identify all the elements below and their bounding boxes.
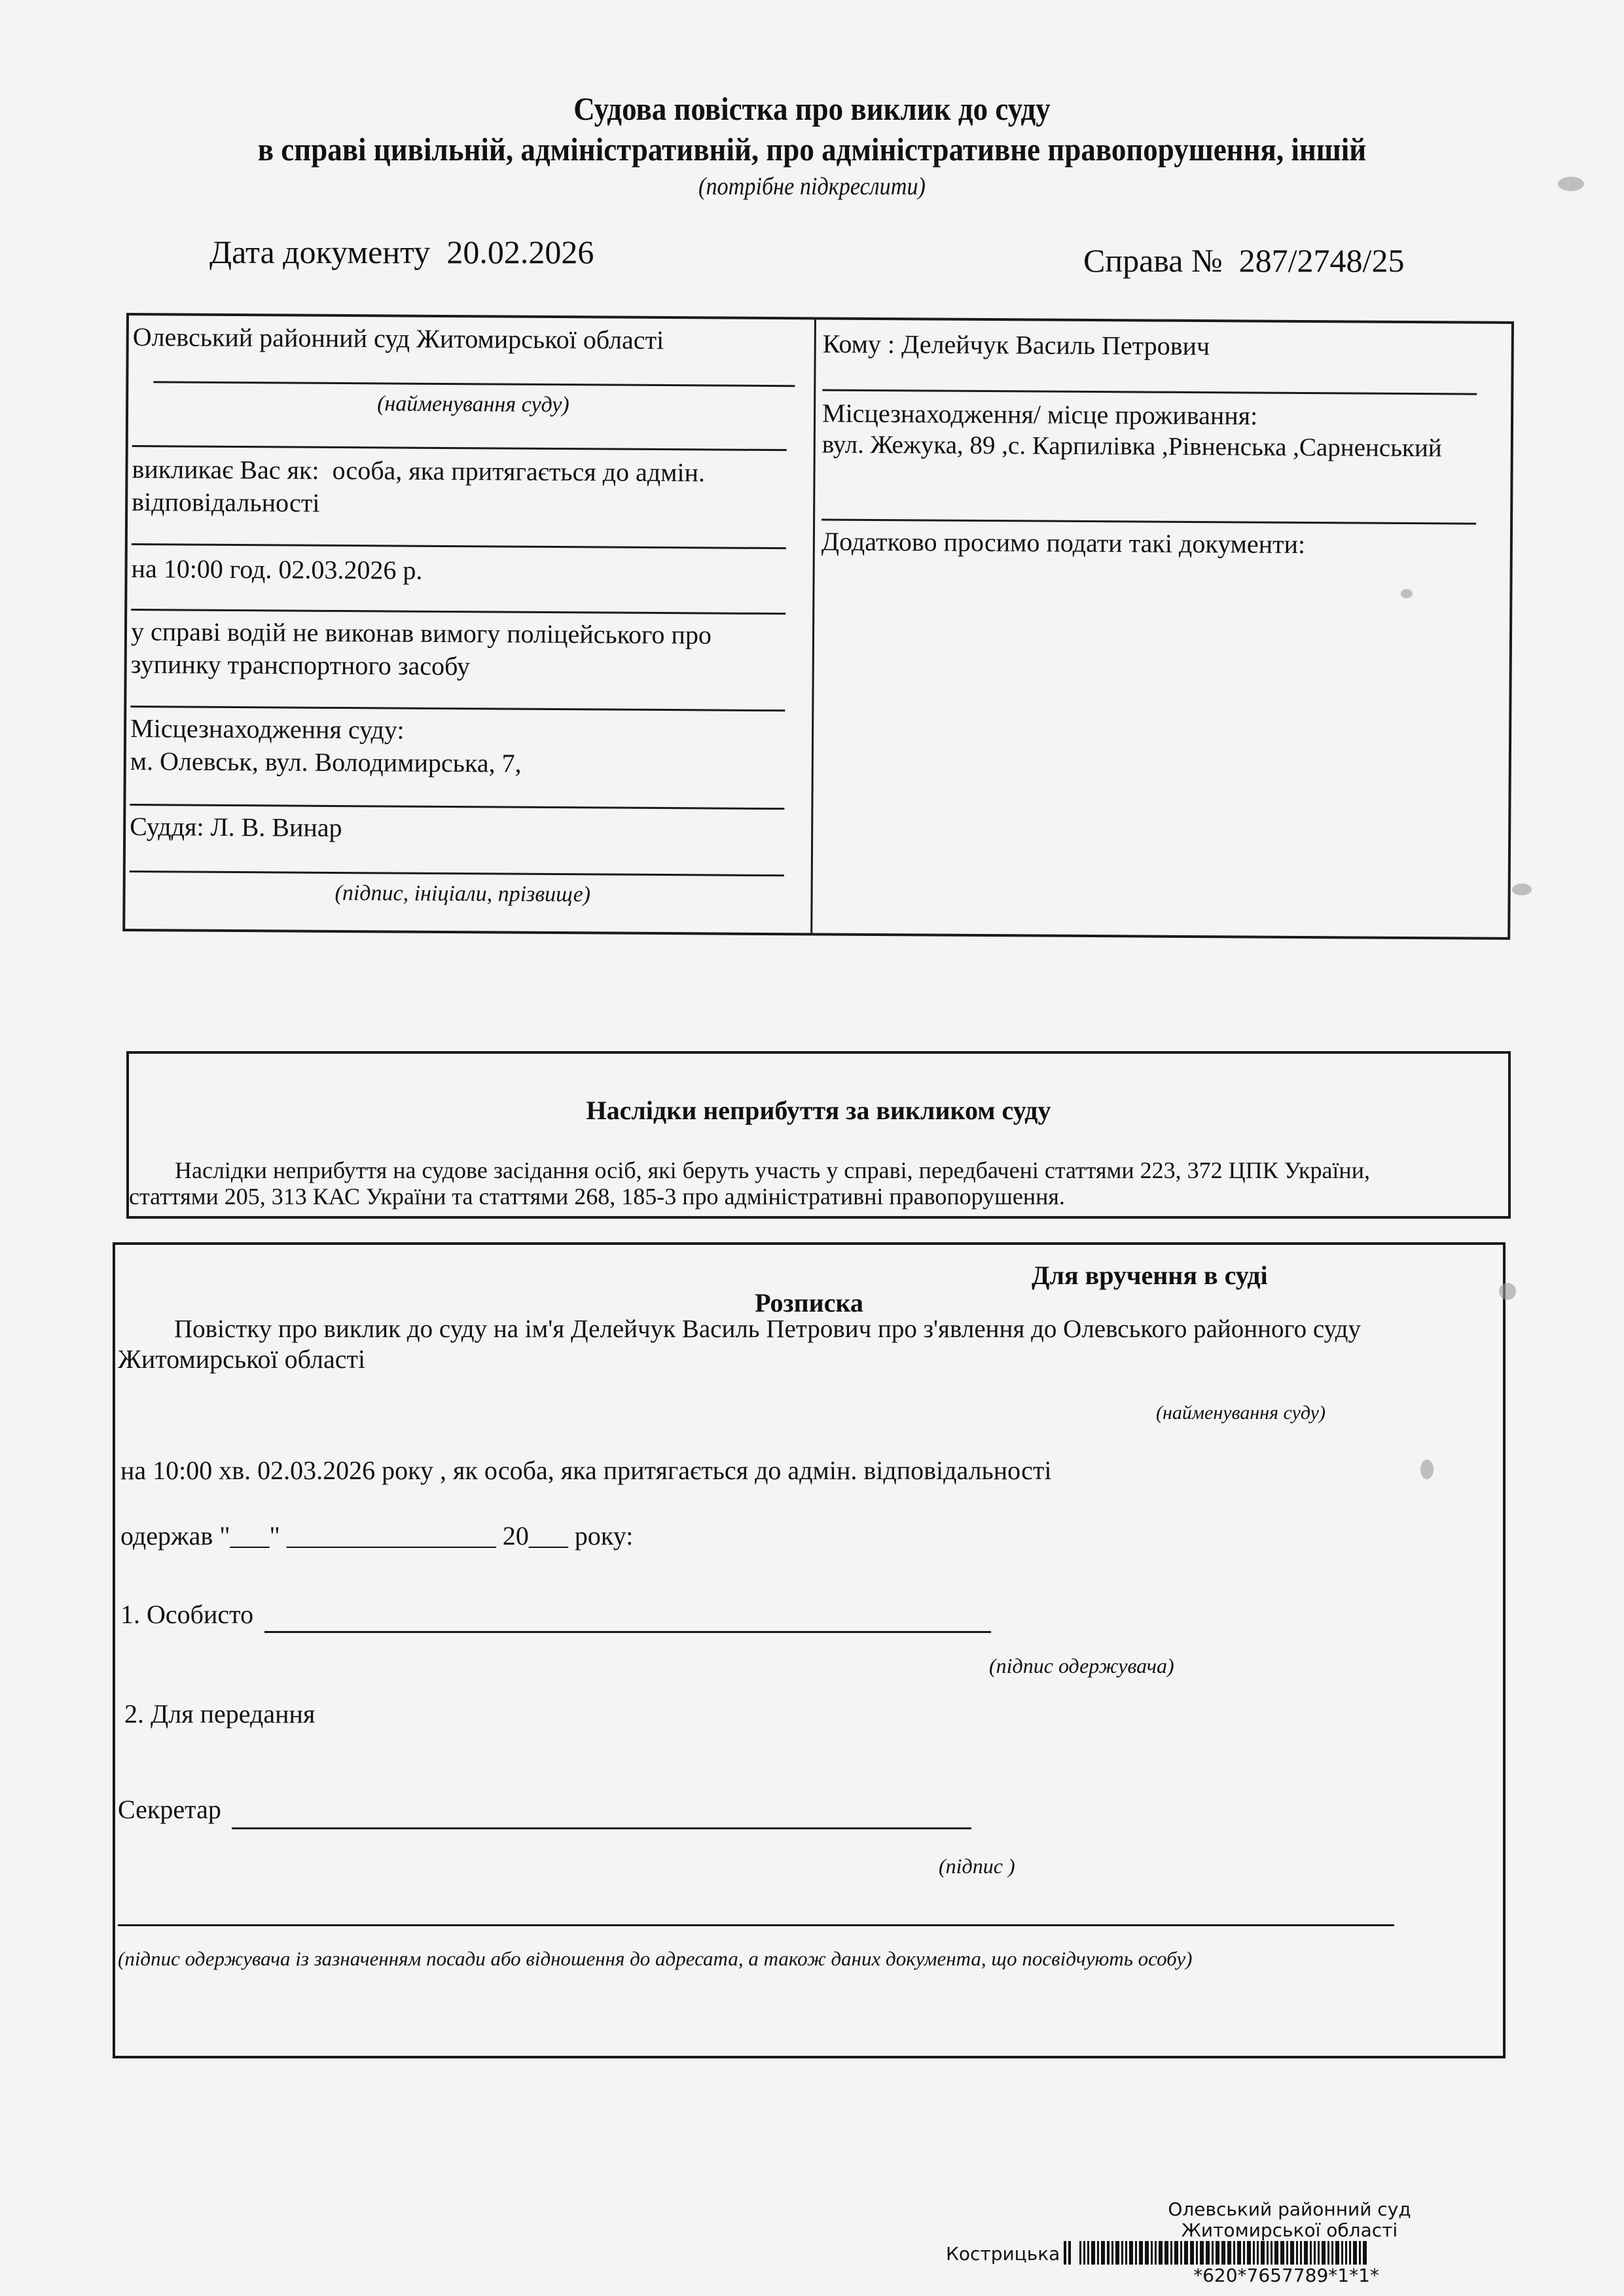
secretary-label: Секретар	[118, 1795, 221, 1824]
received-date-line: одержав "___" ________________ 20___ року:	[120, 1521, 634, 1551]
case-subject-line1: у справі водій не виконав вимогу поліцейського про	[130, 617, 712, 650]
clerk-name: Кострицька	[946, 2243, 1060, 2265]
underline-note: (потрібне підкреслити)	[698, 173, 926, 200]
consequences-title: Наслідки неприбуття за викликом суду	[586, 1096, 1051, 1125]
case-number-value: 287/2748/25	[1238, 242, 1405, 279]
scan-artifact	[1401, 589, 1413, 598]
receipt-body-line2: Житомирської області	[118, 1344, 366, 1374]
scan-artifact	[1558, 177, 1584, 191]
scan-artifact	[1512, 884, 1532, 895]
personally-caption: (підпис одержувача)	[989, 1654, 1174, 1677]
transfer-label: 2. Для передання	[124, 1699, 316, 1729]
court-location-value: м. Олевськ, вул. Володимирська, 7,	[130, 746, 522, 778]
footer-court-stamp	[1165, 2199, 1414, 2241]
recipient: Кому : Делейчук Василь Петрович	[822, 329, 1210, 361]
divider	[153, 381, 795, 387]
summons-role-cont: відповідальності	[132, 487, 320, 518]
case-label: Справа №	[1083, 242, 1223, 279]
barcode-icon	[1064, 2241, 1367, 2265]
receipt-box	[113, 1242, 1506, 2058]
summons-role	[132, 453, 705, 489]
receipt-court-caption: (найменування суду)	[1156, 1402, 1326, 1424]
consequences-box	[126, 1051, 1511, 1219]
personally-label: 1. Особисто	[120, 1600, 254, 1629]
summons-role-label: викликає Вас як:	[132, 454, 319, 485]
residence-label: Місцезнаходження/ місце проживання:	[821, 398, 1258, 431]
consequences-body-line1: Наслідки неприбуття на судове засідання осіб, які беруть участь у справі, передбачені статтями 223, 372 ЦПК України,	[175, 1157, 1370, 1183]
receipt-time-line: на 10:00 хв. 02.03.2026 року , як особа, яка притягається до адмін. відповідальності	[120, 1456, 1052, 1485]
summons-details-box	[122, 313, 1514, 940]
recipient-signature-line[interactable]	[118, 1924, 1394, 1926]
divider	[822, 389, 1477, 395]
receipt-title: Розписка	[755, 1288, 863, 1318]
document-title-block	[0, 88, 1624, 204]
scan-artifact	[1499, 1283, 1516, 1300]
extra-documents-label: Додатково просимо подати такі документи:	[821, 526, 1306, 560]
column-divider	[810, 319, 816, 933]
court-name: Олевський районний суд Житомирської області	[132, 322, 664, 355]
judge-caption: (підпис, ініціали, прізвище)	[334, 880, 591, 907]
case-subject-line2: зупинку транспортного засобу	[130, 649, 471, 681]
divider	[130, 706, 785, 711]
summons-role-value: особа, яка притягається до адмін.	[332, 455, 706, 488]
divider	[132, 445, 787, 451]
court-name-caption: (найменування суду)	[377, 391, 569, 418]
footer-barcode-row	[946, 2241, 1367, 2265]
judge: Суддя: Л. В. Винар	[130, 812, 342, 843]
footer-court-line2: Житомирської області	[1181, 2219, 1398, 2241]
divider	[132, 543, 786, 549]
document-date	[209, 232, 594, 272]
hearing-time: на 10:00 год. 02.03.2026 р.	[131, 554, 423, 585]
divider	[130, 804, 784, 810]
barcode-text: *620*7657789*1*1*	[1193, 2265, 1379, 2286]
case-number	[1083, 241, 1404, 280]
personally-signature-line[interactable]	[264, 1631, 991, 1633]
court-location-label: Місцезнаходження суду:	[130, 713, 405, 745]
consequences-body-line2: статтями 205, 313 КАС України та статтями 268, 185-3 про адміністративні правопорушення.	[129, 1183, 1065, 1210]
secretary-signature-line[interactable]	[232, 1827, 971, 1829]
delivery-note: Для вручення в суді	[1032, 1261, 1268, 1290]
receipt-body-line1: Повістку про виклик до суду на ім'я Делейчук Василь Петрович про з'явлення до Олевського районного суду	[174, 1315, 1362, 1343]
date-label: Дата документу	[209, 234, 431, 270]
secretary-caption: (підпис )	[939, 1854, 1015, 1878]
document-title: Судова повістка про виклик до суду	[573, 90, 1051, 127]
divider	[130, 870, 784, 876]
residence-value: вул. Жежука, 89 ,с. Карпилівка ,Рівненська ,Сарненський	[821, 430, 1442, 463]
recipient-caption: (підпис одержувача із зазначенням посади або відношення до адресата, а також даних документа, що посвідчують особу)	[118, 1947, 1193, 1970]
divider	[131, 609, 785, 615]
footer-court-line1: Олевський районний суд	[1168, 2198, 1411, 2220]
document-subtitle: в справі цивільній, адміністративній, про адміністративне правопорушення, іншій	[257, 131, 1367, 168]
divider	[821, 518, 1476, 524]
date-value: 20.02.2026	[446, 234, 594, 270]
scan-artifact	[1420, 1460, 1434, 1479]
